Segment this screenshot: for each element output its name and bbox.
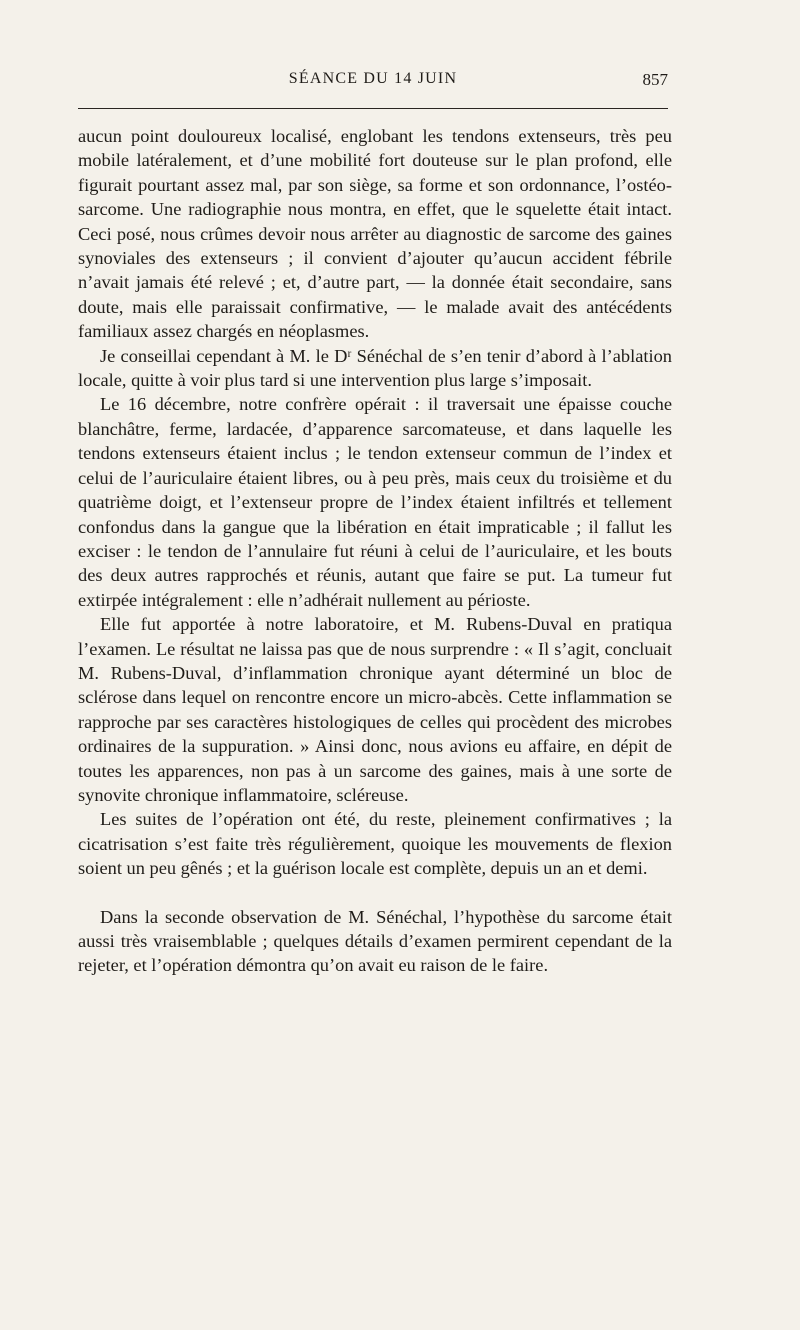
page-bottom-margin [0,1320,800,1330]
paragraph-2: Je conseillai cependant à M. le Dʳ Sénéchal de s’en tenir d’abord à l’ablation locale, quitte à voir plus tard si une intervention plus large s’imposait. [78,345,672,391]
paragraph-3: Le 16 décembre, notre confrère opérait : il traversait une épaisse couche blanchâtre, ferme, lardacée, d’apparence sarcomateuse, et dans laquelle les tendons extenseurs étaient inclus ; le tendon extenseur commun de l’index et celui de l’auriculaire étaient libres, ou à peu près, mais ceux du troisième et du quatrième doigt, et l’extenseur propre de l’index étaient infiltrés et tellement confondus dans la gangue que la libération en était impraticable ; il fallut les exciser : le tendon de l’annulaire fut réuni à celui de l’auriculaire, et les bouts des deux autres rapprochés et réunis, autant que faire se put. La tumeur fut extirpée intégralement : elle n’adhérait nullement au périoste. [78,394,672,610]
page-number: 857 [642,70,668,89]
paragraph-4: Elle fut apportée à notre laboratoire, et M. Rubens-Duval en pratiqua l’examen. Le résultat ne laissa pas que de nous surprendre : « Il s’agit, concluait M. Rubens-Duval, d’inflammation chronique ayant déterminé un bloc de sclérose dans lequel on rencontre encore un micro-abcès. Cette inflammation se rapproche par ses caractères histologiques de celles qui procèdent des microbes ordinaires de la suppuration. » Ainsi donc, nous avions eu affaire, en dépit de toutes les apparences, non pas à un sarcome des gaines, mais à une sorte de synovite chronique inflammatoire, scléreuse. [78,614,672,805]
header-rule [78,108,668,109]
running-title: SÉANCE DU 14 JUIN [288,70,458,87]
body-text [78,124,672,978]
paragraph-6: Dans la seconde observation de M. Sénéchal, l’hypothèse du sarcome était aussi très vraisemblable ; quelques détails d’examen permirent cependant de la rejeter, et l’opération démontra qu’on avait eu raison de le faire. [78,906,672,976]
page-header [78,70,668,96]
paragraph-1: aucun point douloureux localisé, englobant les tendons extenseurs, très peu mobile latéralement, et d’une mobilité fort douteuse sur le plan profond, elle figurait pourtant assez mal, par son siège, sa forme et son ordonnance, l’ostéo-sarcome. Une radiographie nous montra, en effet, que le squelette était intact. Ceci posé, nous crûmes devoir nous arrêter au diagnostic de sarcome des gaines synoviales des extenseurs ; il convient d’ajouter qu’aucun accident fébrile n’avait jamais été relevé ; et, d’autre part, — la donnée était secondaire, sans doute, mais elle paraissait confirmative, — le malade avait des antécédents familiaux assez chargés en néoplasmes. [78,126,672,342]
paragraph-5: Les suites de l’opération ont été, du reste, pleinement confirmatives ; la cicatrisation s’est faite très régulièrement, quoique les mouvements de flexion soient un peu gênés ; et la guérison locale est complète, depuis un an et demi. [78,809,672,879]
